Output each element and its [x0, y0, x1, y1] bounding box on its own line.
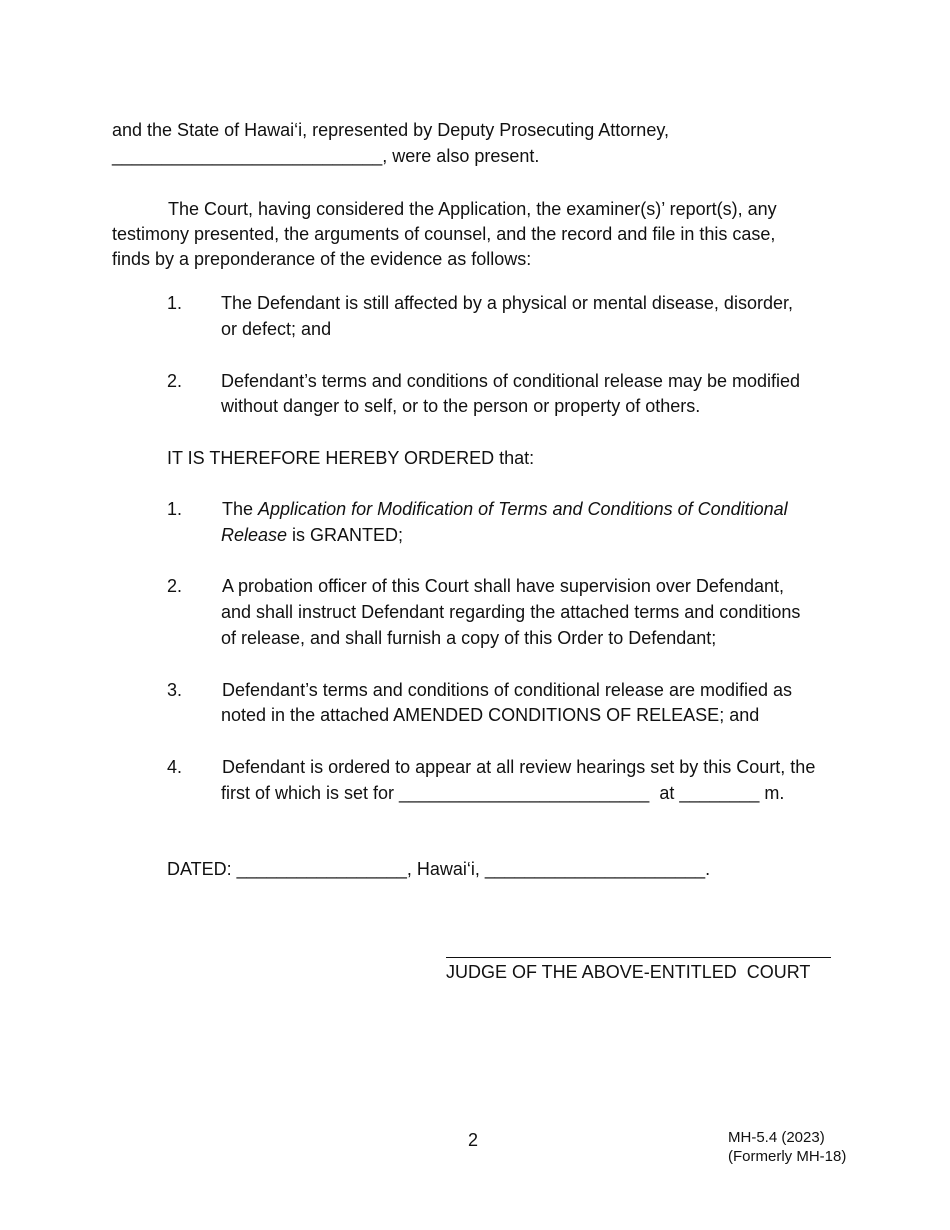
order-2-line-2: and shall instruct Defendant regarding the attached terms and conditions	[221, 602, 801, 622]
order-3-line-1: Defendant’s terms and conditions of conditional release are modified as	[222, 680, 793, 700]
intro-line-2: ___________________________, were also present.	[112, 146, 540, 166]
order-number: 4.	[167, 757, 183, 777]
application-title: Application for Modification of Terms and Conditions of Conditional	[258, 499, 788, 519]
page-number: 2	[468, 1130, 479, 1150]
judge-title: JUDGE OF THE ABOVE-ENTITLED COURT	[446, 962, 811, 982]
finding-1-line-2: or defect; and	[221, 319, 332, 339]
finding-2-line-2: without danger to self, or to the person or property of others.	[221, 396, 701, 416]
finding-number: 1.	[167, 293, 183, 313]
ordered-heading: IT IS THEREFORE HEREBY ORDERED that:	[167, 448, 535, 468]
finding-2-line-1: Defendant’s terms and conditions of conditional release may be modified	[221, 371, 801, 391]
order-1-line-2	[221, 524, 403, 546]
intro-line-1: and the State of Hawai‘i, represented by Deputy Prosecuting Attorney,	[112, 120, 669, 140]
order-4-line-1: Defendant is ordered to appear at all review hearings set by this Court, the	[222, 757, 816, 777]
dated-line: DATED: _________________, Hawai‘i, ______________________.	[167, 859, 711, 879]
order-number: 3.	[167, 680, 183, 700]
findings-intro-line-2: testimony presented, the arguments of counsel, and the record and file in this case,	[112, 224, 776, 244]
order-number: 1.	[167, 499, 183, 519]
order-1-line-1	[222, 498, 788, 520]
finding-1-line-1: The Defendant is still affected by a physical or mental disease, disorder,	[221, 293, 793, 313]
order-2-line-3: of release, and shall furnish a copy of this Order to Defendant;	[221, 628, 717, 648]
form-code: MH-5.4 (2023)	[728, 1129, 825, 1146]
finding-number: 2.	[167, 371, 183, 391]
findings-intro-line-3: finds by a preponderance of the evidence as follows:	[112, 249, 532, 269]
signature-line	[446, 957, 831, 958]
order-1-prefix: The	[222, 499, 259, 519]
order-1-suffix: is GRANTED;	[287, 525, 404, 545]
formerly-code: (Formerly MH-18)	[728, 1148, 847, 1165]
order-3-line-2: noted in the attached AMENDED CONDITIONS OF RELEASE; and	[221, 705, 760, 725]
findings-intro-line-1: The Court, having considered the Application, the examiner(s)’ report(s), any	[168, 199, 777, 219]
application-title-end: Release	[221, 525, 288, 545]
order-number: 2.	[167, 576, 183, 596]
order-4-line-2: first of which is set for _________________________ at ________ m.	[221, 783, 785, 803]
order-2-line-1: A probation officer of this Court shall have supervision over Defendant,	[222, 576, 784, 596]
